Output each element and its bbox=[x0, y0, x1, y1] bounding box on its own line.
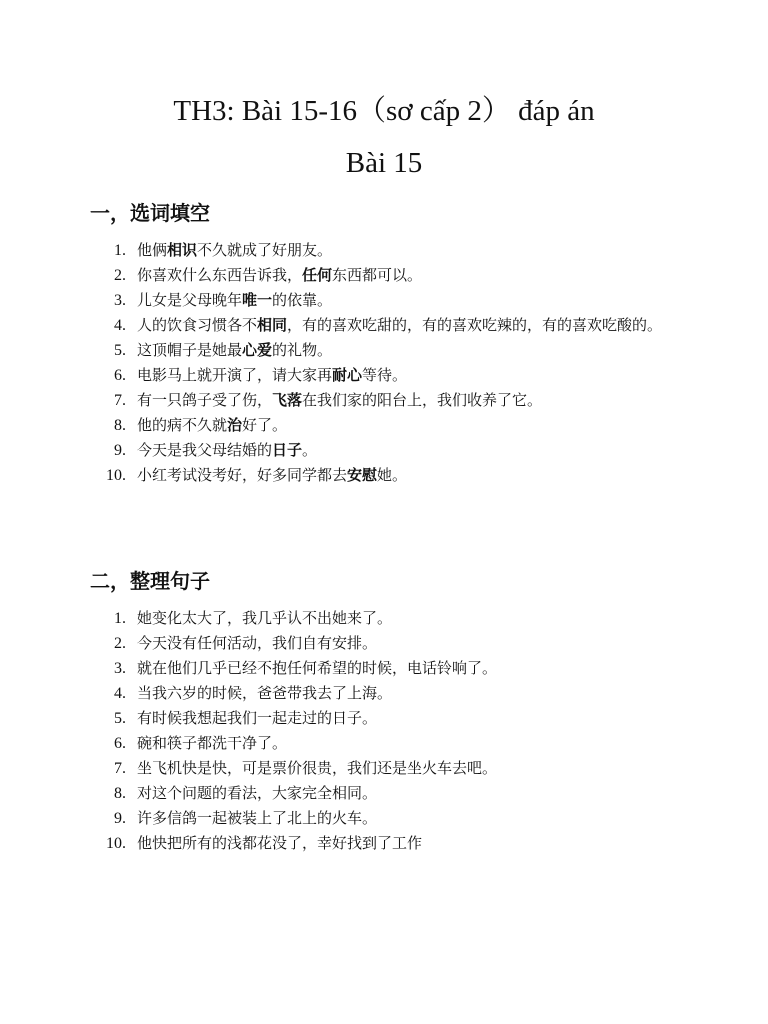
sentence-text: 在我们家的阳台上，我们收养了它。 bbox=[302, 391, 543, 409]
list-item bbox=[0, 806, 768, 831]
list-item bbox=[0, 313, 768, 338]
sentence-text: 对这个问题的看法，大家完全相同。 bbox=[137, 784, 378, 802]
sentence-text: 碗和筷子都洗干净了。 bbox=[137, 734, 288, 752]
item-number: 7. bbox=[114, 392, 126, 409]
sentence-text: 当我六岁的时候，爸爸带我去了上海。 bbox=[137, 684, 393, 702]
sentence-text: 就在他们几乎已经不抱任何希望的时候，电话铃响了。 bbox=[137, 659, 498, 677]
list-item bbox=[0, 338, 768, 363]
item-number: 9. bbox=[114, 810, 126, 827]
sentence-text: 你喜欢什么东西告诉我， bbox=[137, 266, 303, 284]
list-item bbox=[0, 463, 768, 488]
answer-list-sentence-order bbox=[0, 606, 768, 856]
list-item bbox=[0, 756, 768, 781]
sentence-text: 她变化太大了，我几乎认不出她来了。 bbox=[137, 609, 393, 627]
list-item bbox=[0, 731, 768, 756]
item-number: 10. bbox=[106, 467, 126, 484]
sentence-text: 的依靠。 bbox=[272, 291, 333, 309]
sentence-text: 人的饮食习惯各不 bbox=[137, 316, 258, 334]
item-number: 6. bbox=[114, 367, 126, 384]
sentence-text: 东西都可以。 bbox=[332, 266, 423, 284]
item-number: 4. bbox=[114, 685, 126, 702]
list-item bbox=[0, 631, 768, 656]
list-item bbox=[0, 438, 768, 463]
sentence-text: 许多信鸽一起被装上了北上的火车。 bbox=[137, 809, 378, 827]
answer-word: 日子 bbox=[272, 441, 303, 459]
list-item bbox=[0, 413, 768, 438]
item-number: 8. bbox=[114, 785, 126, 802]
sentence-text: 。 bbox=[302, 441, 318, 459]
list-item bbox=[0, 706, 768, 731]
list-item bbox=[0, 606, 768, 631]
sentence-text: 电影马上就开演了，请大家再 bbox=[137, 366, 333, 384]
sentence-text: 今天没有任何活动，我们自有安排。 bbox=[137, 634, 378, 652]
sentence-text: 有时候我想起我们一起走过的日子。 bbox=[137, 709, 378, 727]
answer-word: 安慰 bbox=[347, 466, 378, 484]
answer-word: 相同 bbox=[257, 316, 288, 334]
sentence-text: 的礼物。 bbox=[272, 341, 333, 359]
sentence-text: 儿女是父母晚年 bbox=[137, 291, 243, 309]
sentence-text: 有一只鸽子受了伤， bbox=[137, 391, 273, 409]
item-number: 9. bbox=[114, 442, 126, 459]
list-item bbox=[0, 656, 768, 681]
answer-word: 任何 bbox=[302, 266, 333, 284]
sentence-text: 坐飞机快是快，可是票价很贵，我们还是坐火车去吧。 bbox=[137, 759, 498, 777]
item-number: 8. bbox=[114, 417, 126, 434]
answer-word: 治 bbox=[227, 416, 243, 434]
section-heading-sentence-order: 二，整理句子 bbox=[90, 569, 210, 593]
answer-list-fill-blank bbox=[0, 238, 768, 488]
item-number: 5. bbox=[114, 710, 126, 727]
sentence-text: 不久就成了好朋友。 bbox=[197, 241, 333, 259]
section-heading-fill-blank: 一，选词填空 bbox=[90, 201, 210, 225]
list-item bbox=[0, 781, 768, 806]
sentence-text: ，有的喜欢吃甜的，有的喜欢吃辣的，有的喜欢吃酸的。 bbox=[287, 316, 663, 334]
item-number: 2. bbox=[114, 635, 126, 652]
item-number: 10. bbox=[106, 835, 126, 852]
sentence-text: 他快把所有的浅都花没了，幸好找到了工作 bbox=[137, 834, 423, 852]
list-item bbox=[0, 831, 768, 856]
list-item bbox=[0, 363, 768, 388]
list-item bbox=[0, 388, 768, 413]
item-number: 3. bbox=[114, 292, 126, 309]
item-number: 3. bbox=[114, 660, 126, 677]
list-item bbox=[0, 288, 768, 313]
answer-word: 飞落 bbox=[272, 391, 303, 409]
sentence-text: 小红考试没考好，好多同学都去 bbox=[137, 466, 348, 484]
answer-word: 心爱 bbox=[242, 341, 273, 359]
list-item bbox=[0, 263, 768, 288]
sentence-text: 好了。 bbox=[242, 416, 288, 434]
item-number: 2. bbox=[114, 267, 126, 284]
page-subtitle: Bài 15 bbox=[345, 147, 423, 179]
sentence-text: 今天是我父母结婚的 bbox=[137, 441, 273, 459]
list-item bbox=[0, 238, 768, 263]
item-number: 6. bbox=[114, 735, 126, 752]
answer-word: 相识 bbox=[167, 241, 198, 259]
item-number: 1. bbox=[114, 242, 126, 259]
sentence-text: 等待。 bbox=[362, 366, 408, 384]
answer-word: 唯一 bbox=[242, 291, 273, 309]
item-number: 5. bbox=[114, 342, 126, 359]
page-title: TH3: Bài 15-16（sơ cấp 2） đáp án bbox=[173, 95, 595, 127]
sentence-text: 他俩 bbox=[137, 241, 168, 259]
item-number: 4. bbox=[114, 317, 126, 334]
sentence-text: 他的病不久就 bbox=[137, 416, 228, 434]
sentence-text: 她。 bbox=[377, 466, 408, 484]
item-number: 7. bbox=[114, 760, 126, 777]
list-item bbox=[0, 681, 768, 706]
sentence-text: 这顶帽子是她最 bbox=[137, 341, 243, 359]
answer-word: 耐心 bbox=[332, 366, 363, 384]
item-number: 1. bbox=[114, 610, 126, 627]
